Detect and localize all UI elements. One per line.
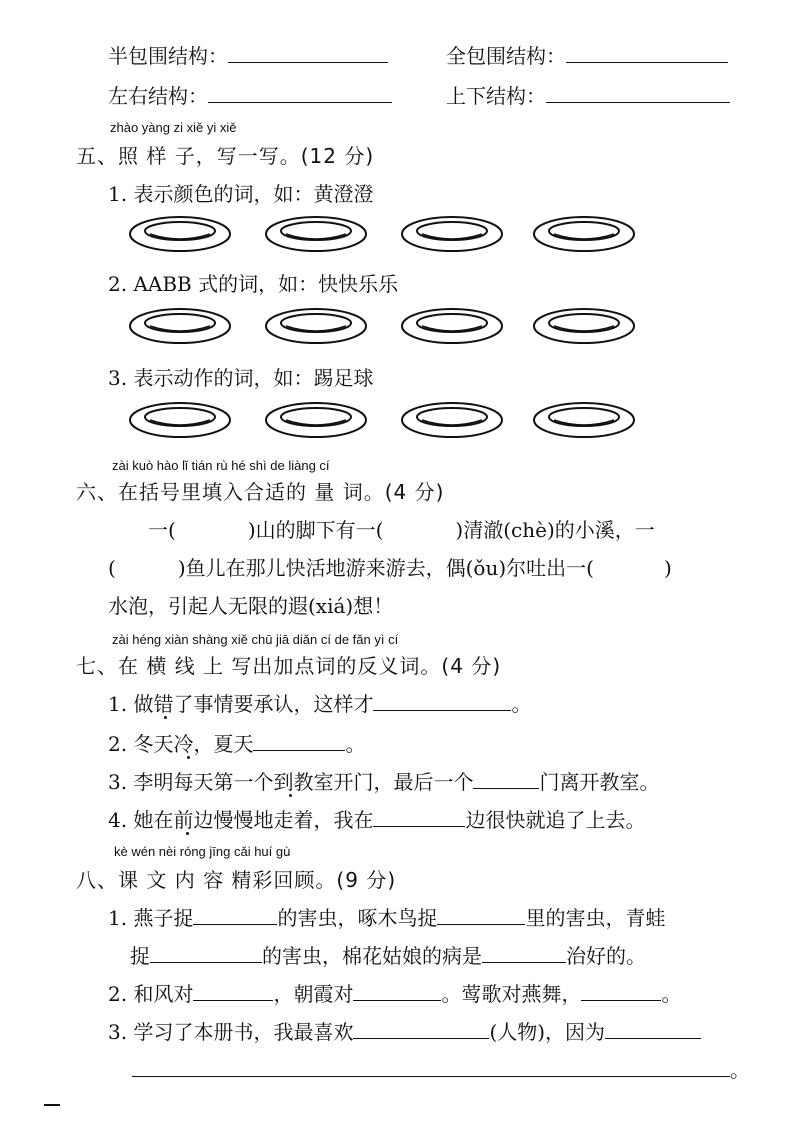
s8-q3-b: (人物)，因为	[489, 1020, 606, 1044]
s5-question-3: 3. 表示动作的词，如：踢足球	[108, 366, 374, 390]
plate-icon[interactable]	[532, 214, 636, 254]
page-marker	[44, 1104, 60, 1106]
s8-q1-f: 治好的。	[566, 944, 646, 968]
structure-row-1	[108, 44, 388, 68]
s8-q1-c: 里的害虫，青蛙	[525, 906, 666, 930]
s7-q1-text: 1. 做错了事情要承认，这样才	[108, 692, 374, 716]
s7-question-4	[108, 808, 645, 832]
plate-icon[interactable]	[264, 214, 368, 254]
s8-q2-c: 。莺歌对燕舞，	[441, 982, 582, 1006]
plate-icon[interactable]	[264, 306, 368, 346]
section-8-pinyin: kè wén nèi róng jīng cǎi huí gù	[114, 844, 291, 859]
s5-question-1: 1. 表示颜色的词，如：黄澄澄	[108, 182, 374, 206]
review-blank-6[interactable]	[353, 982, 441, 1001]
s8-q1-b: 的害虫，啄木鸟捉	[277, 906, 438, 930]
s7-question-1	[108, 692, 531, 716]
s6-l1-b: )山的脚下有一(	[247, 518, 384, 542]
structure-row-2	[108, 84, 392, 108]
plate-icon[interactable]	[400, 400, 504, 440]
plate-icon[interactable]	[532, 400, 636, 440]
review-blank-8[interactable]	[353, 1020, 489, 1039]
s8-q3-a: 3. 学习了本册书，我最喜欢	[108, 1020, 354, 1044]
section-5-pinyin: zhào yàng zi xiě yi xiě	[110, 120, 237, 135]
s8-question-3	[108, 1020, 701, 1044]
plate-icon[interactable]	[128, 400, 232, 440]
full-enclosure-blank[interactable]	[566, 44, 728, 63]
section-6-title: 六、在括号里填入合适的 量 词。(4 分)	[76, 480, 445, 504]
top-bottom-label: 上下结构：	[446, 84, 546, 108]
antonym-blank-4[interactable]	[373, 808, 465, 827]
emphasis-dot	[186, 832, 189, 835]
plate-icon[interactable]	[400, 214, 504, 254]
s7-question-2	[108, 732, 365, 756]
review-blank-5[interactable]	[193, 982, 273, 1001]
review-blank-7[interactable]	[581, 982, 661, 1001]
left-right-label: 左右结构：	[108, 84, 208, 108]
s8-q2-d: 。	[661, 982, 682, 1006]
review-blank-1[interactable]	[193, 906, 277, 925]
s8-question-2	[108, 982, 681, 1006]
review-blank-9[interactable]	[605, 1020, 701, 1039]
s7-q2-end: 。	[345, 732, 366, 756]
half-enclosure-blank[interactable]	[228, 44, 388, 63]
s8-q1-e: 的害虫，棉花姑娘的病是	[262, 944, 482, 968]
review-blank-3[interactable]	[150, 944, 262, 963]
s7-q3-text: 3. 李明每天第一个到教室开门，最后一个	[108, 770, 474, 794]
plate-icon[interactable]	[128, 306, 232, 346]
emphasis-dot	[164, 716, 167, 719]
s6-l1-c: )清澈(chè)的小溪，一	[455, 518, 655, 542]
s6-l2-c: )	[663, 556, 672, 580]
section-8-title: 八、课 文 内 容 精彩回顾。(9 分)	[76, 868, 397, 892]
s8-q3-end: 。	[730, 1058, 750, 1082]
s8-q1-d: 捉	[130, 944, 150, 968]
s7-q2-text: 2. 冬天冷，夏天	[108, 732, 254, 756]
s6-line-3: 水泡，引起人无限的遐(xiá)想！	[108, 594, 394, 618]
s7-question-3	[108, 770, 659, 794]
plate-icon[interactable]	[400, 306, 504, 346]
s8-q1-a: 1. 燕子捉	[108, 906, 194, 930]
s6-l2-b: )鱼儿在那儿快活地游来游去，偶(ǒu)尔吐出一(	[177, 556, 594, 580]
top-bottom-blank[interactable]	[546, 84, 730, 103]
half-enclosure-label: 半包围结构：	[108, 44, 228, 68]
section-5-title: 五、照 样 子，写一写。(12 分)	[76, 144, 375, 168]
s7-q1-end: 。	[511, 692, 532, 716]
s8-question-1	[108, 906, 665, 930]
plate-icon[interactable]	[264, 400, 368, 440]
s6-l1-a: 一(	[148, 518, 176, 542]
antonym-blank-1[interactable]	[373, 692, 511, 711]
review-blank-4[interactable]	[482, 944, 566, 963]
antonym-blank-2[interactable]	[253, 732, 345, 751]
section-7-pinyin: zài héng xiàn shàng xiě chū jiā diǎn cí de fǎn yì cí	[112, 632, 399, 647]
structure-row-2-right	[446, 84, 730, 108]
left-right-blank[interactable]	[208, 84, 392, 103]
s6-line-2	[108, 556, 672, 580]
s8-question-3-cont	[132, 1058, 750, 1082]
section-7-title: 七、在 横 线 上 写出加点词的反义词。(4 分)	[76, 654, 502, 678]
review-blank-2[interactable]	[437, 906, 525, 925]
s6-l2-a: (	[108, 556, 116, 580]
section-6-pinyin: zài kuò hào lǐ tián rù hé shì de liàng cí	[112, 458, 330, 473]
s5-question-2: 2. AABB 式的词，如：快快乐乐	[108, 272, 399, 296]
structure-row-1-right	[446, 44, 728, 68]
s8-question-1-cont	[130, 944, 646, 968]
s8-q2-b: ，朝霞对	[273, 982, 354, 1006]
antonym-blank-3[interactable]	[473, 770, 539, 789]
s7-q4-end: 边很快就追了上去。	[465, 808, 646, 832]
emphasis-dot	[289, 794, 292, 797]
full-enclosure-label: 全包围结构：	[446, 44, 566, 68]
plate-icon[interactable]	[532, 306, 636, 346]
s8-q2-a: 2. 和风对	[108, 982, 194, 1006]
s6-line-1	[148, 518, 655, 542]
s7-q4-text: 4. 她在前边慢慢地走着，我在	[108, 808, 374, 832]
plate-icon[interactable]	[128, 214, 232, 254]
emphasis-dot	[187, 756, 190, 759]
review-blank-10[interactable]	[132, 1058, 730, 1077]
s7-q3-end: 门离开教室。	[539, 770, 660, 794]
